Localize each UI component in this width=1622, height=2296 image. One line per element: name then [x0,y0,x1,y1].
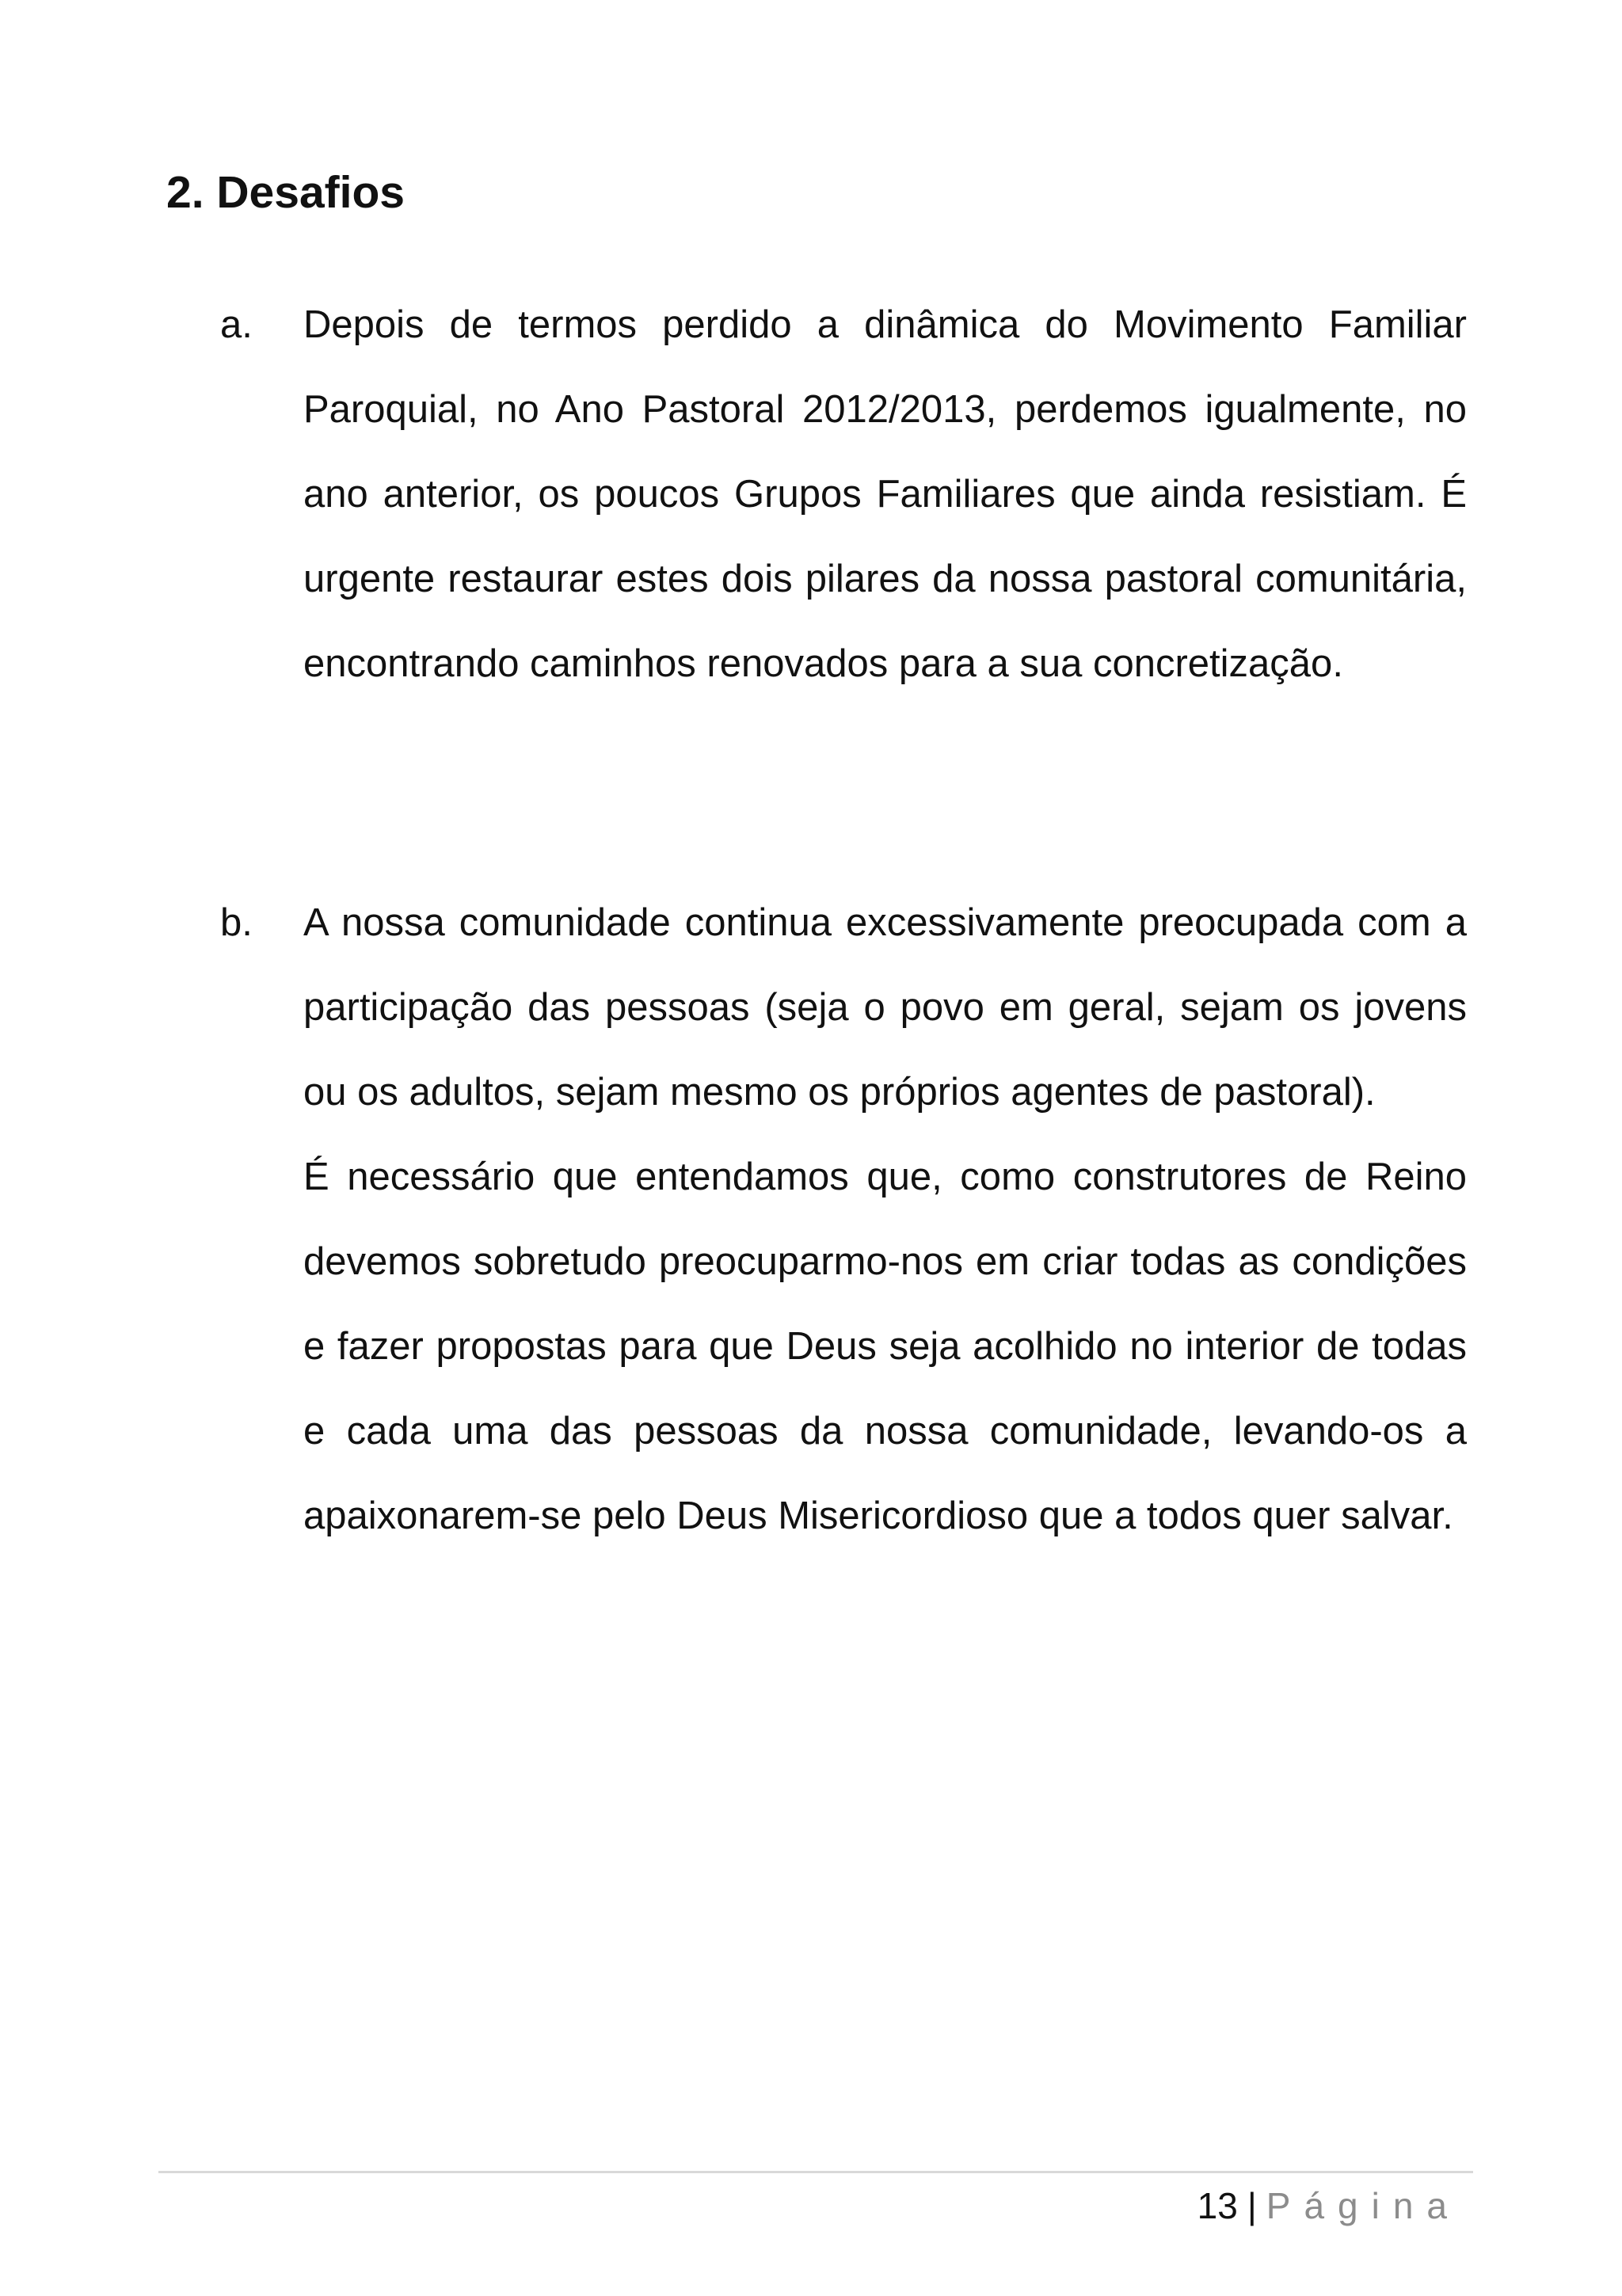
page-label: Página [1266,2185,1460,2226]
list-marker: a. [220,303,253,346]
paragraph: A nossa comunidade continua excessivamente preocupada com a participação das pessoas (seja o povo em geral, sejam os jovens ou os adultos, sejam mesmo os próprios agentes de pastoral). [303,901,1467,1114]
footer-divider [158,2171,1473,2173]
paragraph: Depois de termos perdido a dinâmica do Movimento Familiar Paroquial, no Ano Pastoral 2012/2013, perdemos igualmente, no ano anterior, os poucos Grupos Familiares que ainda resistiam. É urgente restaurar estes dois pilares da nossa pastoral comunitária, encontrando caminhos renovados para a sua concretização. [303,303,1467,685]
page-number: 13 [1197,2185,1238,2226]
list-item-body [303,881,1467,1559]
footer-separator: | [1247,2185,1257,2226]
list-item-body [303,283,1467,706]
paragraph: É necessário que entendamos que, como construtores de Reino devemos sobretudo preocuparmo-nos em criar todas as condições e fazer propostas para que Deus seja acolhido no interior de todas e cada uma das pessoas da nossa comunidade, levando-os a apaixonarem-se pelo Deus Misericordioso que a todos quer salvar. [303,1156,1467,1537]
page-footer [1197,2178,1460,2233]
section-title: 2. Desafios [166,167,405,218]
list-marker: b. [220,901,253,944]
